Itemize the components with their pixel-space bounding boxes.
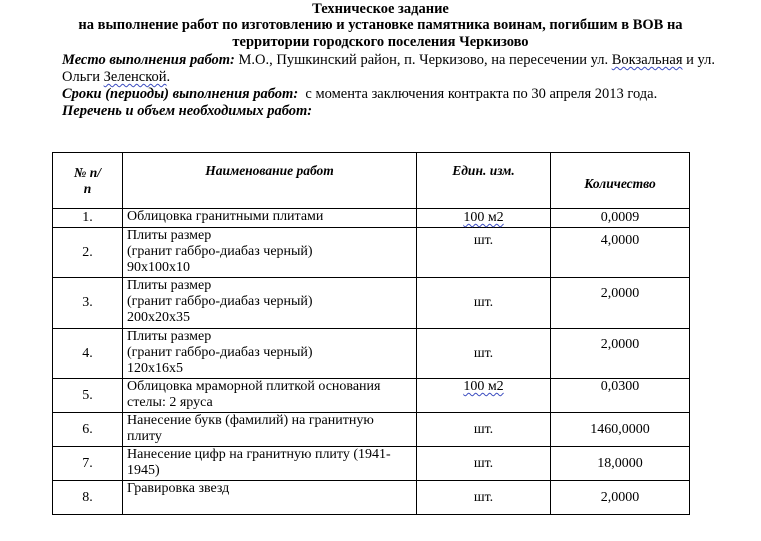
row-name: Плиты размер (гранит габбро-диабаз черный) 120х16х5 bbox=[123, 329, 417, 379]
row-name: Плиты размер (гранит габбро-диабаз черный) 200х20х35 bbox=[123, 278, 417, 329]
row-unit: шт. bbox=[417, 447, 551, 481]
place-label: Место выполнения работ: bbox=[62, 52, 235, 68]
header-num: № п/п bbox=[53, 153, 123, 209]
row-unit: шт. bbox=[417, 278, 551, 329]
doc-subtitle-line1: на выполнение работ по изготовлению и установке памятника воинам, погибшим в ВОВ на bbox=[78, 17, 683, 33]
table-row bbox=[53, 228, 690, 278]
table-header-row bbox=[53, 153, 690, 209]
terms-paragraph bbox=[62, 86, 752, 103]
place-text-c: Ольги bbox=[62, 69, 104, 85]
row-num: 3. bbox=[53, 278, 123, 329]
row-unit: шт. bbox=[417, 413, 551, 447]
row-num: 6. bbox=[53, 413, 123, 447]
doc-title: Техническое задание bbox=[312, 1, 449, 17]
row-name: Нанесение букв (фамилий) на гранитную плиту bbox=[123, 413, 417, 447]
table-row bbox=[53, 329, 690, 379]
row-name: Гравировка звезд bbox=[123, 481, 417, 515]
row-qty: 0,0009 bbox=[551, 209, 690, 228]
row-num: 1. bbox=[53, 209, 123, 228]
place-text-a: М.О., Пушкинский район, п. Черкизово, на пересечении ул. bbox=[234, 52, 612, 68]
row-qty: 1460,0000 bbox=[551, 413, 690, 447]
row-qty: 2,0000 bbox=[551, 278, 690, 329]
terms-label: Сроки (периоды) выполнения работ: bbox=[62, 86, 299, 102]
table-row bbox=[53, 379, 690, 413]
row-qty: 2,0000 bbox=[551, 481, 690, 515]
header-unit: Един. изм. bbox=[417, 153, 551, 209]
row-qty: 2,0000 bbox=[551, 329, 690, 379]
place-text-b: и ул. bbox=[682, 52, 715, 68]
row-unit-text: 100 м2 bbox=[463, 210, 504, 225]
table-row bbox=[53, 481, 690, 515]
header-name: Наименование работ bbox=[123, 153, 417, 209]
row-unit: шт. bbox=[417, 329, 551, 379]
row-name: Нанесение цифр на гранитную плиту (1941-1945) bbox=[123, 447, 417, 481]
row-unit bbox=[417, 379, 551, 413]
row-unit-text: 100 м2 bbox=[463, 379, 504, 394]
row-num: 7. bbox=[53, 447, 123, 481]
row-num: 2. bbox=[53, 228, 123, 278]
row-num: 4. bbox=[53, 329, 123, 379]
place-paragraph bbox=[62, 52, 752, 86]
row-unit bbox=[417, 209, 551, 228]
row-unit: шт. bbox=[417, 228, 551, 278]
place-street1: Вокзальная bbox=[611, 52, 683, 68]
list-heading: Перечень и объем необходимых работ: bbox=[62, 103, 313, 119]
terms-text: с момента заключения контракта по 30 апреля 2013 года. bbox=[298, 86, 658, 102]
row-qty: 0,0300 bbox=[551, 379, 690, 413]
row-unit: шт. bbox=[417, 481, 551, 515]
table-row bbox=[53, 447, 690, 481]
row-num: 5. bbox=[53, 379, 123, 413]
table-row bbox=[53, 413, 690, 447]
row-name: Облицовка мраморной плиткой основания стелы: 2 яруса bbox=[123, 379, 417, 413]
row-qty: 4,0000 bbox=[551, 228, 690, 278]
table-row bbox=[53, 209, 690, 228]
works-table bbox=[52, 152, 690, 515]
table-row bbox=[53, 278, 690, 329]
place-street2: Зеленской bbox=[103, 69, 167, 85]
row-num: 8. bbox=[53, 481, 123, 515]
row-name: Плиты размер (гранит габбро-диабаз черный) 90х100х10 bbox=[123, 228, 417, 278]
row-name: Облицовка гранитными плитами bbox=[123, 209, 417, 228]
row-qty: 18,0000 bbox=[551, 447, 690, 481]
doc-subtitle-line2: территории городского поселения Черкизово bbox=[232, 34, 529, 50]
place-text-d: . bbox=[166, 69, 171, 85]
header-qty: Количество bbox=[551, 153, 690, 209]
